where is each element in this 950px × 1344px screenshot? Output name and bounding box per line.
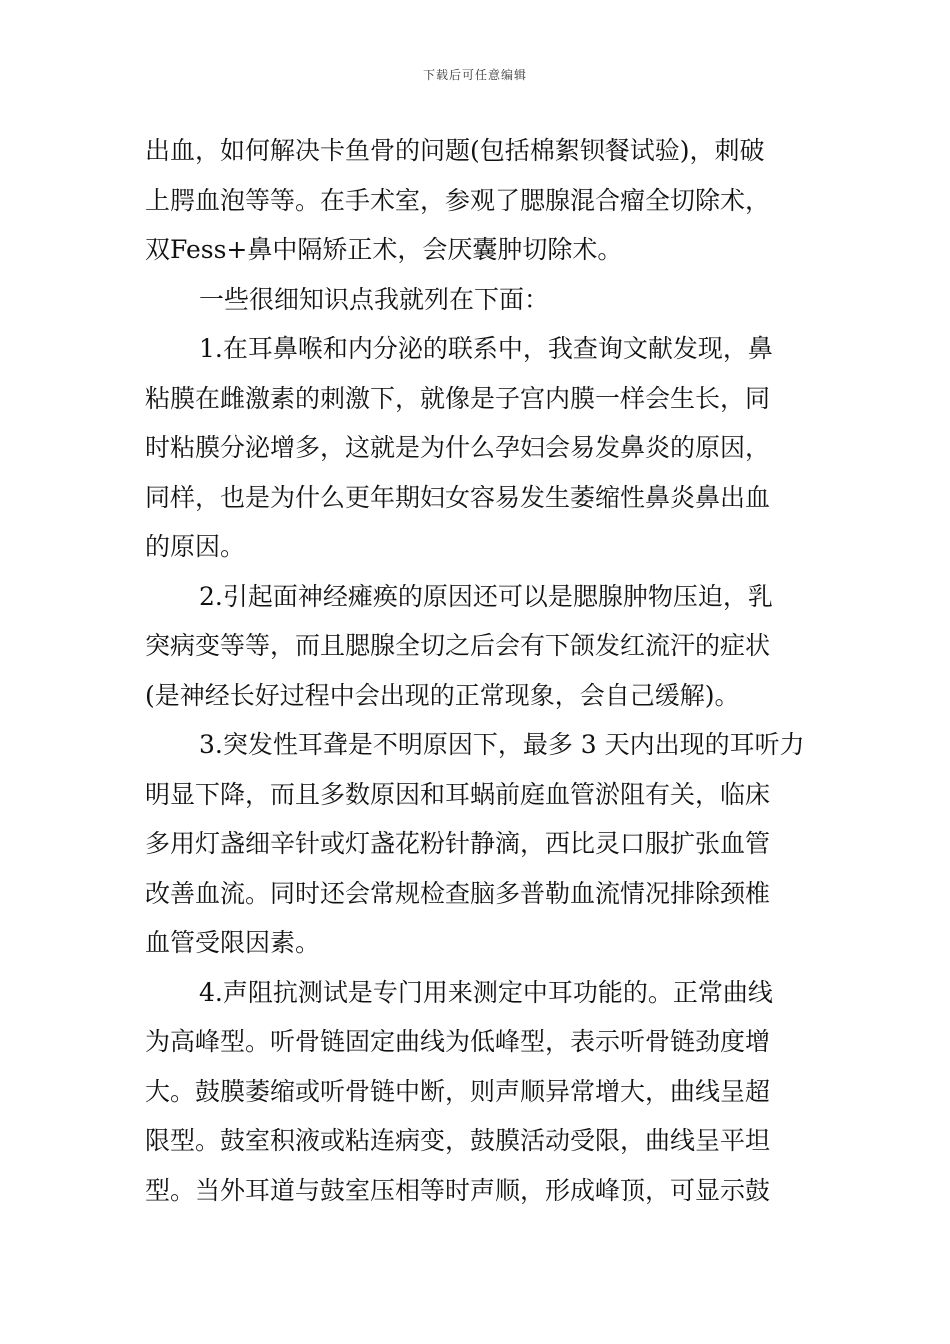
text-line: 2.引起面神经瘫痪的原因还可以是腮腺肿物压迫，乳: [199, 581, 773, 611]
page-header-note: 下载后可任意编辑: [422, 68, 527, 82]
text-line: 血管受限因素。: [145, 928, 321, 957]
text-line: 粘膜在雌激素的刺激下，就像是子宫内膜一样会生长，同: [145, 383, 771, 413]
text-line: 型。当外耳道与鼓室压相等时声顺，形成峰顶，可显示鼓: [145, 1175, 771, 1205]
text-line: 1.在耳鼻喉和内分泌的联系中，我查询文献发现，鼻: [199, 334, 773, 363]
text-line: 双Fess+鼻中隔矫正术，会厌囊肿切除术。: [145, 235, 623, 264]
text-line: 同样，也是为什么更年期妇女容易发生萎缩性鼻炎鼻出血: [145, 482, 771, 512]
text-line: 大。鼓膜萎缩或听骨链中断，则声顺异常增大，曲线呈超: [145, 1076, 771, 1106]
text-line: (是神经长好过程中会出现的正常现象，会自己缓解)。: [145, 680, 740, 710]
text-line: 出血，如何解决卡鱼骨的问题(包括棉絮钡餐试验)，刺破: [145, 136, 765, 165]
text-line: 的原因。: [145, 532, 246, 561]
text-line: 突病变等等，而且腮腺全切之后会有下颌发红流汗的症状: [145, 631, 771, 660]
text-line: 为高峰型。听骨链固定曲线为低峰型，表示听骨链劲度增: [145, 1027, 771, 1056]
text-line: 改善血流。同时还会常规检查脑多普勒血流情况排除颈椎: [145, 878, 771, 908]
text-line: 一些很细知识点我就列在下面：: [199, 284, 550, 314]
text-line: 时粘膜分泌增多，这就是为什么孕妇会易发鼻炎的原因，: [145, 433, 771, 462]
text-line: 明显下降，而且多数原因和耳蜗前庭血管淤阻有关，临床: [145, 779, 771, 809]
document-body: [145, 126, 810, 1215]
text-line: 3.突发性耳聋是不明原因下，最多 3 天内出现的耳听力: [199, 730, 805, 759]
text-line: 上腭血泡等等。在手术室，参观了腮腺混合瘤全切除术，: [145, 185, 771, 215]
text-line: 限型。鼓室积液或粘连病变，鼓膜活动受限，曲线呈平坦: [145, 1126, 771, 1155]
text-line: 多用灯盏细辛针或灯盏花粉针静滴，西比灵口服扩张血管: [145, 829, 771, 858]
text-line: 4.声阻抗测试是专门用来测定中耳功能的。正常曲线: [199, 977, 773, 1007]
